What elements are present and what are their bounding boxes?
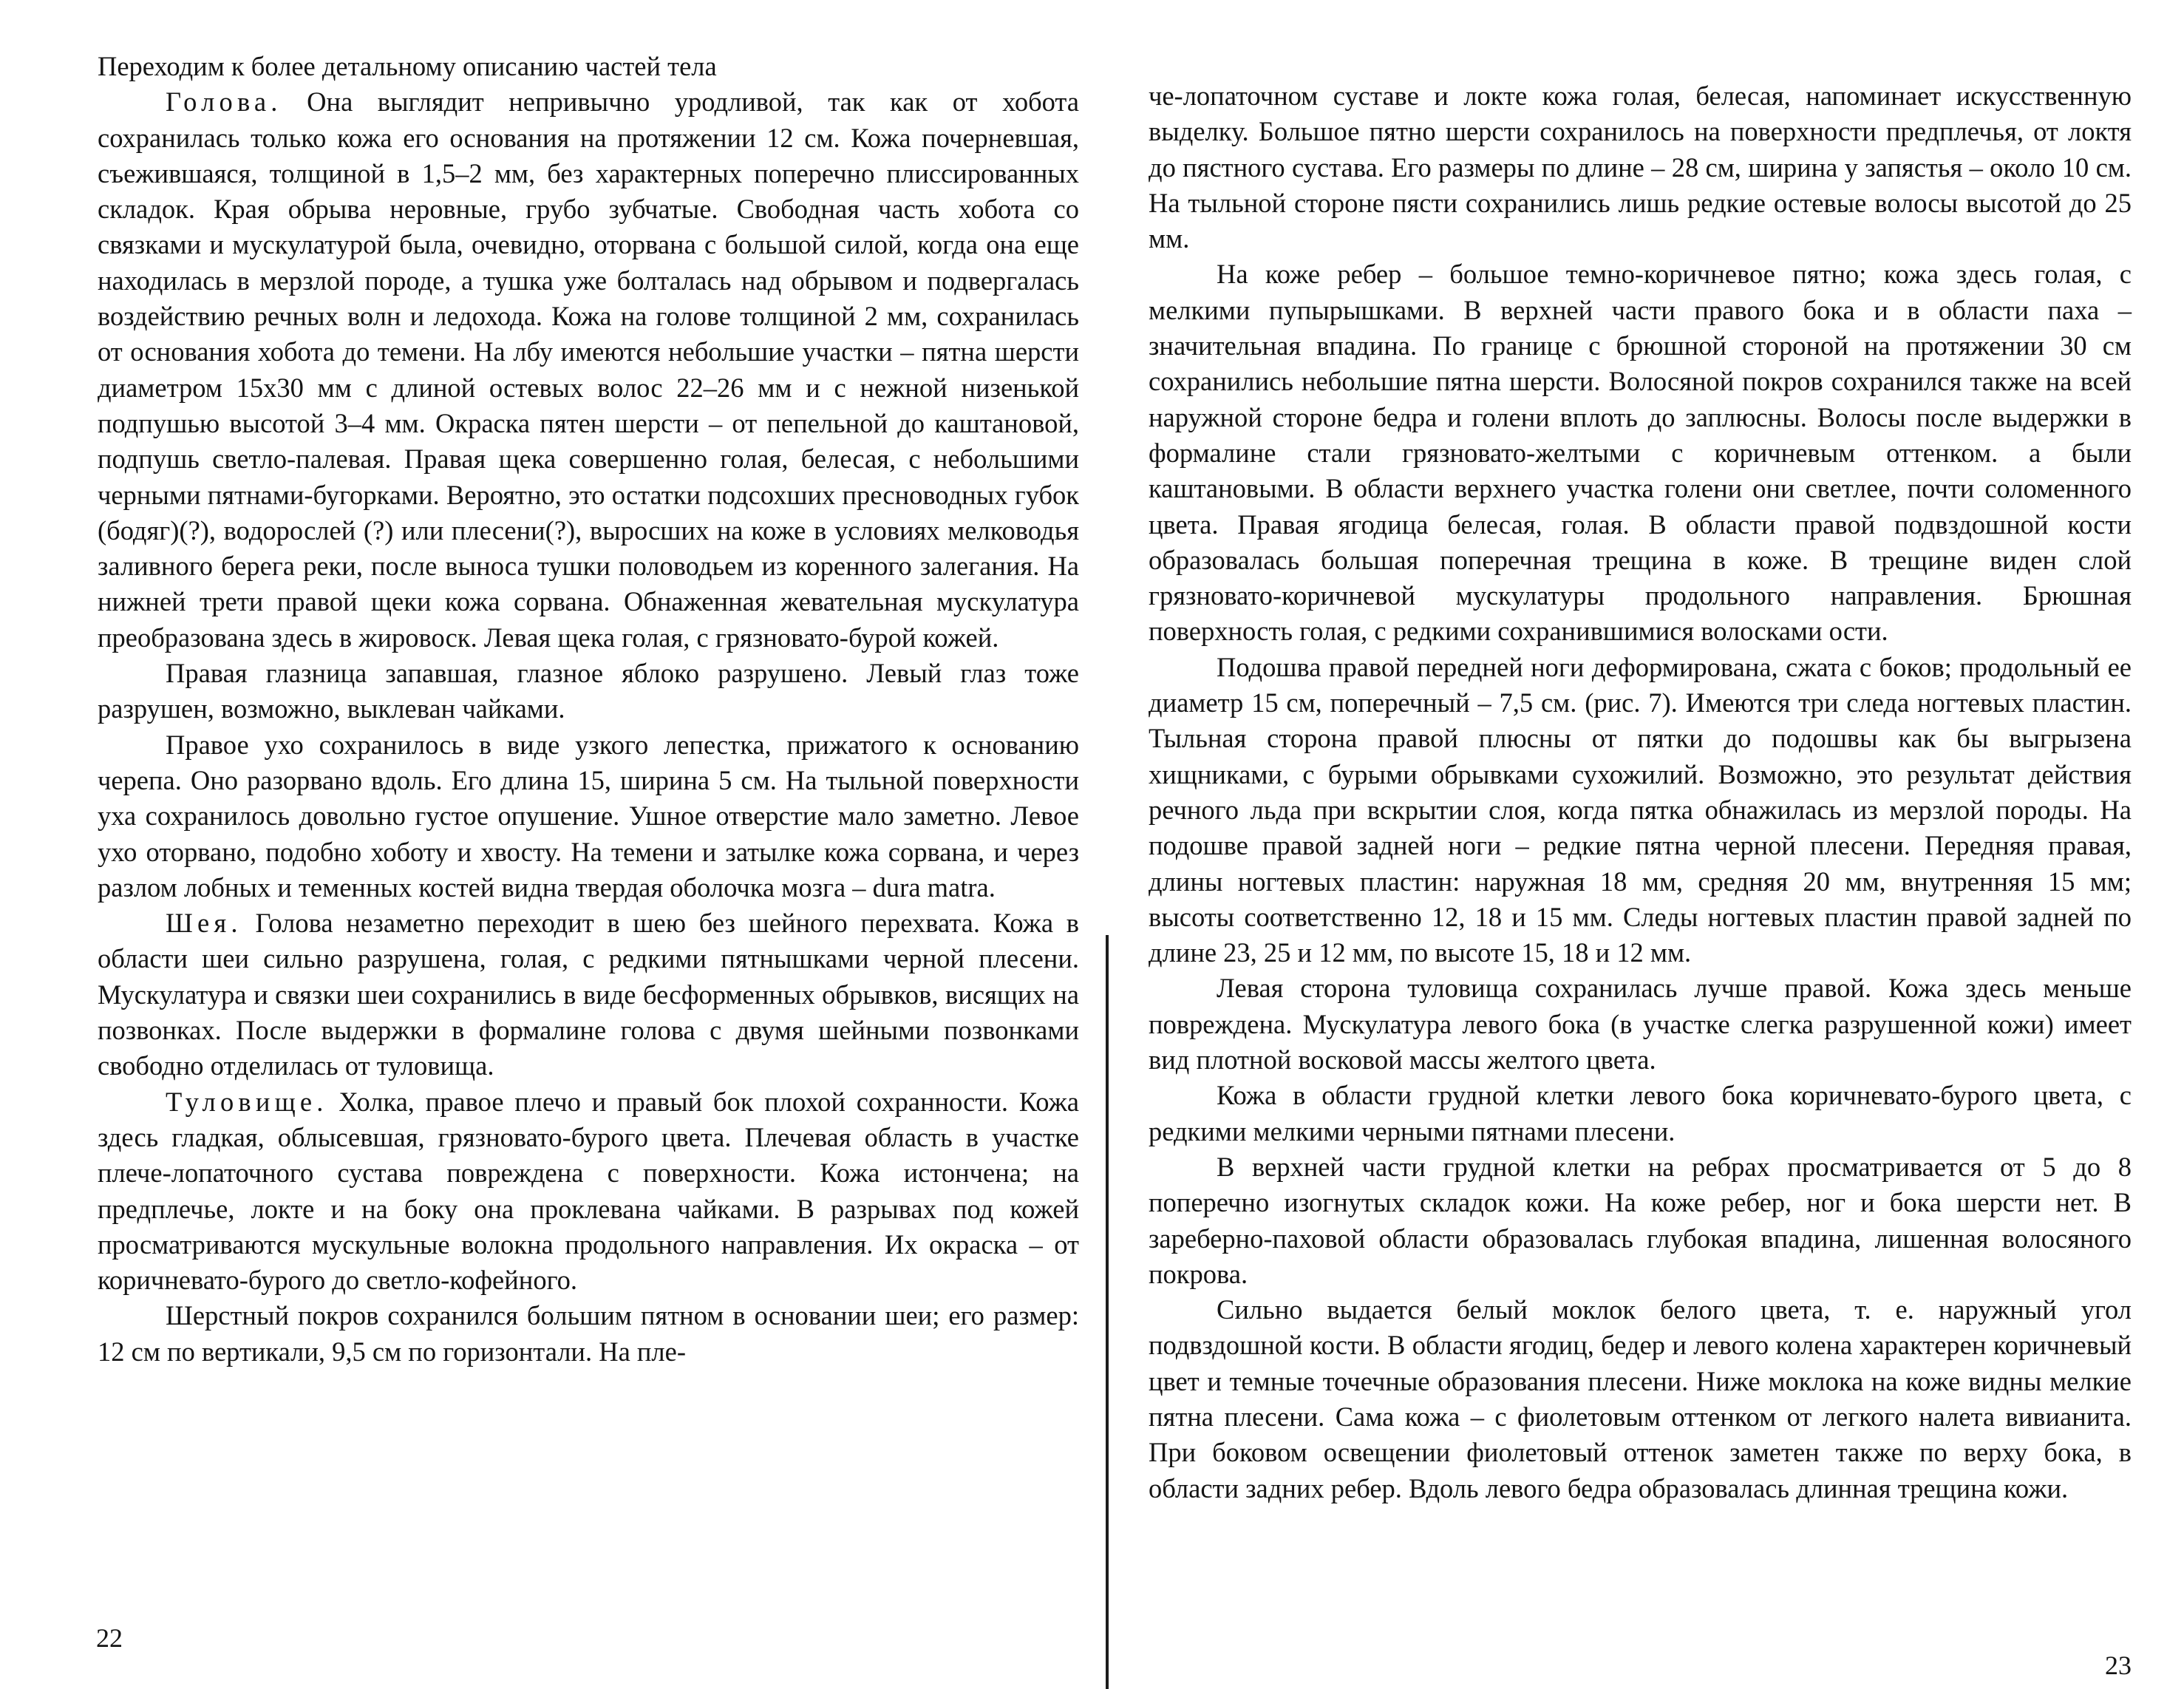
paragraph-text: че-лопаточном суставе и локте кожа голая, белесая, напоминает искусственную выделку. Большое пятно шерсти сохранилось на поверхности предплечья, от локтя до пястного сустава. Его размеры по длине – 28 см, ширина у запястья – около 10 см. На тыльной стороне пясти сохранились лишь редкие остевые волосы высотой до 25 мм.	[1149, 81, 2132, 254]
paragraph	[98, 49, 1079, 84]
page-number: 23	[2105, 1651, 2132, 1680]
paragraph-text: Она выглядит непривычно уродливой, так как от хобота сохранилась только кожа его основания на протяжении 12 см. Кожа почерневшая, съежившаяся, толщиной в 1,5–2 мм, без характерных поперечно плиссированных складок. Края обрыва неровные, грубо зубчатые. Свободная часть хобота со связками и мускулатурой была, очевидно, оторвана с большой силой, когда она еще находилась в мерзлой породе, а тушка уже болталась над обрывом и подвергалась воздействию речных волн и ледохода. Кожа на голове толщиной 2 мм, сохранилась от основания хобота до темени. На лбу имеются небольшие участки – пятна шерсти диаметром 15х30 мм с длиной остевых волос 22–26 мм и с нежной низенькой подпушью высотой 3–4 мм. Окраска пятен шерсти – от пепельной до каштановой, подпушь светло-палевая. Правая щека совершенно голая, белесая, с небольшими черными пятнами-бугорками. Вероятно, это остатки подсохших пресноводных губок (бодяг)(?), водорослей (?) или плесени(?), выросших на коже в условиях мелководья заливного берега реки, после выноса тушки половодьем из коренного залегания. На нижней трети правой щеки кожа сорвана. Обнаженная жевательная мускулатура преобразована здесь в жировоск. Левая щека голая, с грязновато-бурой кожей.	[98, 86, 1079, 653]
paragraph	[1149, 1149, 2132, 1292]
paragraph-text: Голова незаметно переходит в шею без шейного перехвата. Кожа в области шеи сильно разрушена, голая, с редкими пятнышками черной плесени. Мускулатура и связки шеи сохранились в виде бесформенных обрывков, висящих на позвонках. После выдержки в формалине голова с двумя шейными позвонками свободно отделилась от туловища.	[98, 908, 1079, 1081]
paragraph-neck	[98, 905, 1079, 1084]
page-number: 22	[96, 1623, 123, 1653]
paragraph-text: На коже ребер – большое темно-коричневое пятно; кожа здесь голая, с мелкими пупырышками. В верхней части правого бока и в области паха – значительная впадина. По границе с брюшной стороной на протяжении 30 см сохранились небольшие пятна шерсти. Волосяной покров сохранился также на всей наружной стороне бедра и голени вплоть до заплюсны. Волосы после выдержки в формалине стали грязновато-желтыми с коричневым оттенком. а были каштановыми. В области верхнего участка голени они светлее, почти соломенного цвета. Правая ягодица белесая, голая. В области правой подвздошной кости образовалась большая поперечная трещина в коже. В трещине виден слой грязновато-коричневой мускулатуры продольного направления. Брюшная поверхность голая, с редкими сохранившимися волосками ости.	[1149, 259, 2132, 647]
paragraph	[1149, 1078, 2132, 1149]
paragraph-text: Левая сторона туловища сохранилась лучше правой. Кожа здесь меньше повреждена. Мускулатура левого бока (в участке слегка разрушенной кожи) имеет вид плотной восковой массы желтого цвета.	[1149, 973, 2132, 1075]
paragraph-fur	[98, 1298, 1079, 1370]
paragraph	[1149, 256, 2132, 649]
paragraph-eyes	[98, 656, 1079, 727]
paragraph-text: В верхней части грудной клетки на ребрах просматривается от 5 до 8 поперечно изогнутых складок кожи. На коже ребер, ног и бока шерсти нет. В зареберно-паховой области образовалась глубокая впадина, лишенная волосяного покрова.	[1149, 1151, 2132, 1289]
paragraph-text: Кожа в области грудной клетки левого бока коричневато-бурого цвета, с редкими мелкими черными пятнами плесени.	[1149, 1080, 2132, 1146]
paragraph-text: Подошва правой передней ноги деформирована, сжата с боков; продольный ее диаметр 15 см, поперечный – 7,5 см. (рис. 7). Имеются три следа ногтевых пластин. Тыльная сторона правой плюсны от пятки до подошвы как бы выгрызена хищниками, с бурыми обрывками сухожилий. Возможно, это результат действия речного льда при вскрытии слоя, когда пятка обнажилась из мерзлой породы. На подошве правой задней ноги – редкие пятна черной плесени. Передняя правая, длины ногтевых пластин: наружная 18 мм, средняя 20 мм, внутренняя 15 мм; высоты соответственно 12, 18 и 15 мм. Следы ногтевых пластин правой задней по длине 23, 25 и 12 мм, по высоте 15, 18 и 12 мм.	[1149, 651, 2132, 968]
paragraph-ears	[98, 727, 1079, 905]
right-page	[1092, 0, 2184, 1689]
section-lead: Туловище.	[166, 1086, 328, 1117]
paragraph-text: Холка, правое плечо и правый бок плохой сохранности. Кожа здесь гладкая, облысевшая, грязновато-бурого цвета. Плечевая область в участке плече-лопаточного сустава повреждена с поверхности. Кожа истончена; на предплечье, локте и на боку она проклевана чайками. В разрывах под кожей просматриваются мускульные волокна продольного направления. Их окраска – от коричневато-бурого до светло-кофейного.	[98, 1086, 1079, 1296]
paragraph	[1149, 971, 2132, 1078]
paragraph	[1149, 78, 2132, 256]
paragraph	[1149, 1292, 2132, 1506]
paragraph-text: Шерстный покров сохранился большим пятном в основании шеи; его размер: 12 см по вертикали, 9,5 см по горизонтали. На пле-	[98, 1300, 1079, 1367]
paragraph-text: Правое ухо сохранилось в виде узкого лепестка, прижатого к основанию черепа. Оно разорвано вдоль. Его длина 15, ширина 5 см. На тыльной поверхности уха сохранилось довольно густое опушение. Ушное отверстие мало заметно. Левое ухо оторвано, подобно хоботу и хвосту. На темени и затылке кожа сорвана, и через разлом лобных и теменных костей видна твердая оболочка мозга – dura matra.	[98, 729, 1079, 903]
right-page-text	[1149, 78, 2132, 1506]
section-lead: Голова.	[166, 86, 282, 118]
paragraph-text: Правая глазница запавшая, глазное яблоко разрушено. Левый глаз тоже разрушен, возможно, выклеван чайками.	[98, 658, 1079, 724]
paragraph	[1149, 650, 2132, 971]
paragraph-torso	[98, 1084, 1079, 1299]
section-lead: Шея.	[166, 908, 242, 939]
paragraph-text: Переходим к более детальному описанию частей тела	[98, 51, 717, 81]
paragraph-head	[98, 84, 1079, 656]
paragraph-text: Сильно выдается белый моклок белого цвета, т. е. наружный угол подвздошной кости. В области ягодиц, бедер и левого колена характерен коричневый цвет и темные точечные образования плесени. Ниже моклока на коже видны мелкие пятна плесени. Сама кожа – с фиолетовым оттенком от легкого налета вивианита. При боковом освещении фиолетовый оттенок заметен также по верху бока, в области задних ребер. Вдоль левого бедра образовалась длинная трещина кожи.	[1149, 1294, 2132, 1503]
left-page-text	[98, 49, 1079, 1370]
